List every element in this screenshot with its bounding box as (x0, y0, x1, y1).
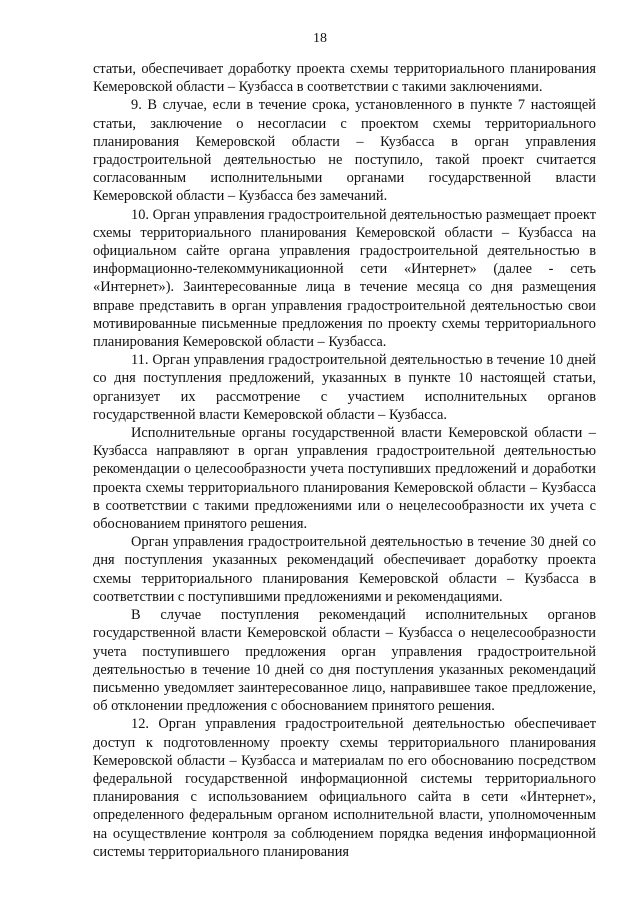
paragraph-item-10: 10. Орган управления градостроительной деятельностью размещает проект схемы территориального планирования Кемеровской области – Кузбасса на официальном сайте органа управления градостроительной деятельностью в информационно-телекоммуникационной сети «Интернет» (далее - сеть «Интернет»). Заинтересованные лица в течение месяца со дня размещения вправе представить в орган управления градостроительной деятельностью свои мотивированные письменные предложения по проекту схемы территориального планирования Кемеровской области – Кузбасса. (93, 206, 596, 351)
paragraph-item-11-rejection: В случае поступления рекомендаций исполнительных органов государственной власти Кемеровской области – Кузбасса о нецелесообразности учета поступившего предложения орган управления градостроительной деятельностью в течение 10 дней со дня поступления указанных рекомендаций письменно уведомляет заинтересованное лицо, направившее такое предложение, об отклонении предложения с обоснованием принятого решения. (93, 607, 596, 715)
paragraph-item-11-recommendations: Исполнительные органы государственной власти Кемеровской области – Кузбасса направляют в орган управления градостроительной деятельностью рекомендации о целесообразности учета поступивших предложений и доработки проекта схемы территориального планирования Кемеровской области – Кузбасса в соответствии с такими предложениями или о нецелесообразности их учета с обоснованием принятого решения. (93, 425, 596, 533)
paragraph-continuation: статьи, обеспечивает доработку проекта схемы территориального планирования Кемеровской области – Кузбасса в соответствии с такими заключениями. (93, 61, 596, 96)
paragraph-item-11-revision: Орган управления градостроительной деятельностью в течение 30 дней со дня поступления указанных рекомендаций обеспечивает доработку проекта схемы территориального планирования Кемеровской области – Кузбасса в соответствии с поступившими предложениями и рекомендациями. (93, 534, 596, 605)
paragraph-item-9: 9. В случае, если в течение срока, установленного в пункте 7 настоящей статьи, заключение о несогласии с проектом схемы территориального планирования Кемеровской области – Кузбасса в орган управления градостроительной деятельностью не поступило, такой проект считается согласованным исполнительными органами государственной власти Кемеровской области – Кузбасса без замечаний. (93, 97, 596, 205)
paragraph-item-11: 11. Орган управления градостроительной деятельностью в течение 10 дней со дня поступления предложений, указанных в пункте 10 настоящей статьи, организует их рассмотрение с участием исполнительных органов государственной власти Кемеровской области – Кузбасса. (93, 352, 596, 423)
paragraph-item-12: 12. Орган управления градостроительной деятельностью обеспечивает доступ к подготовленному проекту схемы территориального планирования Кемеровской области – Кузбасса и материалам по его обоснованию посредством федеральной государственной информационной системы территориального планирования с использованием официального сайта в сети «Интернет», определенного федеральным органом исполнительной власти, уполномоченным на осуществление контроля за соблюдением порядка ведения информационной системы территориального планирования (93, 716, 596, 860)
page-number: 18 (313, 31, 327, 46)
document-body (93, 60, 596, 861)
